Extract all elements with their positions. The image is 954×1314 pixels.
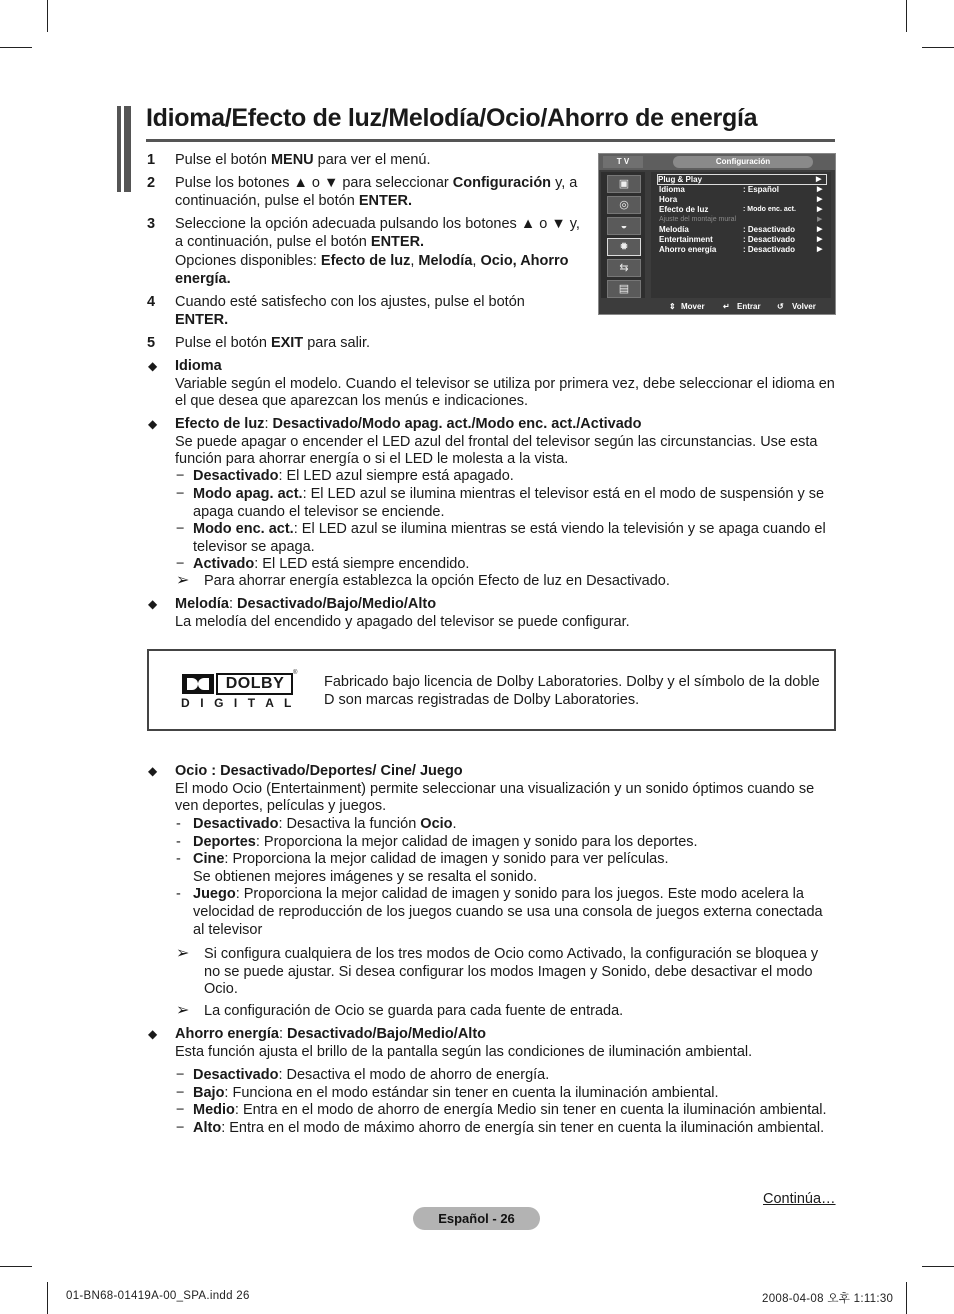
diamond-bullet-icon: ◆ <box>148 1027 158 1041</box>
dash-bullet: − <box>176 468 185 484</box>
step-1: Pulse el botón MENU para ver el menú. <box>175 152 431 168</box>
step-3: Seleccione la opción adecuada pulsando los botones ▲ o ▼ y, a continuación, pulse el botón ENTER. <box>175 216 580 250</box>
ocio-item: Cine: Proporciona la mejor calidad de imagen y sonido para ver películas. Se obtienen mejores imágenes y se resalta el sonido. <box>193 851 669 885</box>
osd-menu-item: Ahorro energía : Desactivado ▶ <box>659 245 823 254</box>
osd-menu-item: Melodía : Desactivado ▶ <box>659 225 823 234</box>
page-title: Idioma/Efecto de luz/Melodía/Ocio/Ahorro de energía <box>146 104 758 132</box>
ocio-item: Deportes: Proporciona la mejor calidad de imagen y sonido para los deportes. <box>193 834 698 850</box>
diamond-bullet-icon: ◆ <box>148 359 158 373</box>
application-icon: ▤ <box>607 280 641 298</box>
ocio-item: Desactivado: Desactiva la función Ocio. <box>193 816 457 832</box>
step-number: 2 <box>147 175 156 191</box>
diamond-bullet-icon: ◆ <box>148 764 158 778</box>
efecto-item: Modo enc. act.: El LED azul se ilumina mientras se está viendo la televisión y se apaga cuando el televisor se apaga. <box>193 521 826 555</box>
osd-menu-item: Hora ▶ <box>659 195 823 204</box>
efecto-section: Efecto de luz: Desactivado/Modo apag. act./Modo enc. act./Activado Se puede apagar o encender el LED azul del frontal del televisor según las circunstancias. Use esta función para ahorrar energía o si el LED le molesta a la vista. <box>175 416 818 467</box>
title-rule <box>146 139 835 142</box>
dash-bullet: − <box>176 1102 185 1118</box>
arrow-right-icon: ▶ <box>817 206 823 213</box>
idioma-section: Idioma Variable según el modelo. Cuando el televisor se utiliza por primera vez, debe seleccionar el idioma en el que desea que aparezcan los menús e indicaciones. <box>175 358 835 409</box>
dash-bullet: - <box>176 816 181 832</box>
dolby-notice-text: Fabricado bajo licencia de Dolby Laboratories. Dolby y el símbolo de la doble D son marcas registradas de Dolby Laboratories. <box>324 674 820 708</box>
osd-menu-screenshot <box>598 153 836 315</box>
title-side-bar <box>124 106 131 192</box>
title-side-bar <box>117 106 121 192</box>
arrow-right-icon: ▶ <box>817 186 823 193</box>
ocio-item: Juego: Proporciona la mejor calidad de imagen y sonido para los juegos. Este modo acelera la velocidad de reproducción de los juegos cuando se usa una consola de juegos externa conectada <box>193 886 823 920</box>
ocio-note: La configuración de Ocio se guarda para cada fuente de entrada. <box>204 1003 624 1019</box>
efecto-item: Activado: El LED está siempre encendido. <box>193 556 470 572</box>
ocio-item-continued: al televisor <box>193 922 263 938</box>
step-number: 3 <box>147 216 156 232</box>
input-icon: ⇆ <box>607 259 641 277</box>
crop-mark <box>906 1282 907 1314</box>
registered-mark: ® <box>293 670 298 676</box>
arrow-right-icon: ▶ <box>817 236 823 243</box>
efecto-item: Modo apag. act.: El LED azul se ilumina mientras el televisor está en el modo de suspensión y se apaga cuando el televisor se enciende. <box>193 486 825 520</box>
sound-icon: ◎ <box>607 196 641 214</box>
arrow-right-icon: ▶ <box>817 196 823 203</box>
ahorro-section: Ahorro energía: Desactivado/Bajo/Medio/Alto Esta función ajusta el brillo de la pantalla según las condiciones de iluminación ambiental. <box>175 1026 753 1060</box>
dash-bullet: - <box>176 834 181 850</box>
dash-bullet: − <box>176 486 185 502</box>
ahorro-item: Desactivado: Desactiva el modo de ahorro de energía. <box>193 1067 550 1083</box>
osd-footer-move: Mover <box>681 302 705 311</box>
step-5: Pulse el botón EXIT para salir. <box>175 335 371 351</box>
crop-mark <box>906 0 907 32</box>
dolby-wordmark: DOLBY <box>225 675 285 692</box>
efecto-note: Para ahorrar energía establezca la opción Efecto de luz en Desactivado. <box>204 573 670 589</box>
osd-menu-item: Ajuste del montaje mural ▶ <box>659 216 823 223</box>
arrow-right-icon: ▶ <box>817 216 823 223</box>
note-arrow-icon: ➢ <box>176 1002 190 1019</box>
enter-icon: ↵ <box>723 302 730 311</box>
melodia-section: Melodía: Desactivado/Bajo/Medio/Alto La melodía del encendido y apagado del televisor se puede configurar. <box>175 596 630 630</box>
osd-header: Configuración <box>673 156 813 168</box>
crop-mark <box>47 1282 48 1314</box>
step-number: 5 <box>147 335 156 351</box>
dolby-digital-text: D I G I T A L <box>181 696 295 710</box>
step-number: 1 <box>147 152 156 168</box>
osd-tv-label: T V <box>603 156 643 168</box>
dash-bullet: - <box>176 886 181 902</box>
osd-menu-list <box>651 172 831 298</box>
ahorro-item: Medio: Entra en el modo de ahorro de energía Medio sin tener en cuenta la iluminación ambiental. <box>193 1102 827 1118</box>
diamond-bullet-icon: ◆ <box>148 417 158 431</box>
osd-menu-item: Idioma : Español ▶ <box>659 185 823 194</box>
crop-mark <box>0 1266 32 1267</box>
dolby-digital-logo <box>181 672 297 710</box>
continued-link: Continúa… <box>763 1191 836 1207</box>
osd-menu-item: Entertainment : Desactivado ▶ <box>659 235 823 244</box>
osd-menu-item: Plug & Play ▶ <box>657 174 827 185</box>
setup-gear-icon: ✹ <box>607 238 641 256</box>
arrow-right-icon: ▶ <box>816 176 822 183</box>
diamond-bullet-icon: ◆ <box>148 597 158 611</box>
crop-mark <box>0 47 32 48</box>
crop-mark <box>922 47 954 48</box>
step-3-options: Opciones disponibles: Efecto de luz, Melodía, Ocio, Ahorro energía. <box>175 253 569 287</box>
osd-footer-back: Volver <box>792 302 816 311</box>
arrow-right-icon: ▶ <box>817 246 823 253</box>
picture-icon: ▣ <box>607 175 641 193</box>
step-number: 4 <box>147 294 156 310</box>
ocio-note: Si configura cualquiera de los tres modos de Ocio como Activado, la configuración se bloquea y no se puede ajustar. Si desea configurar los modos Imagen y Sonido, debe desactivar el modo Ocio. <box>204 946 819 997</box>
dash-bullet: − <box>176 1067 185 1083</box>
footer-timestamp: 2008-04-08 오후 1:11:30 <box>762 1293 894 1305</box>
osd-menu-item: Efecto de luz : Modo enc. act. ▶ <box>659 205 823 214</box>
step-4: Cuando esté satisfecho con los ajustes, pulse el botón ENTER. <box>175 294 525 328</box>
efecto-item: Desactivado: El LED azul siempre está apagado. <box>193 468 514 484</box>
arrow-right-icon: ▶ <box>817 226 823 233</box>
ahorro-item: Bajo: Funciona en el modo estándar sin tener en cuenta la iluminación ambiental. <box>193 1085 719 1101</box>
crop-mark <box>47 0 48 32</box>
ocio-section: Ocio : Desactivado/Deportes/ Cine/ Juego El modo Ocio (Entertainment) permite seleccionar una visualización y un sonido óptimos cuando se ven deportes, películas y juegos. <box>175 763 815 814</box>
step-2: Pulse los botones ▲ o ▼ para seleccionar Configuración y, a continuación, pulse el botón ENTER. <box>175 175 578 209</box>
note-arrow-icon: ➢ <box>176 572 190 589</box>
osd-footer <box>599 300 835 314</box>
dash-bullet: − <box>176 556 185 572</box>
footer-file-name: 01-BN68-01419A-00_SPA.indd 26 <box>66 1290 250 1302</box>
channel-icon: ◒ <box>607 217 641 235</box>
ahorro-item: Alto: Entra en el modo de máximo ahorro de energía sin tener en cuenta la iluminación ambiental. <box>193 1120 825 1136</box>
dash-bullet: − <box>176 1120 185 1136</box>
crop-mark <box>922 1266 954 1267</box>
dash-bullet: - <box>176 851 181 867</box>
return-icon: ↺ <box>777 302 784 311</box>
osd-sidebar <box>601 172 645 298</box>
dash-bullet: − <box>176 521 185 537</box>
note-arrow-icon: ➢ <box>176 945 190 962</box>
move-icon: ⇕ <box>669 302 676 311</box>
osd-footer-enter: Entrar <box>737 302 761 311</box>
dash-bullet: − <box>176 1085 185 1101</box>
page-number-badge: Español - 26 <box>413 1207 540 1230</box>
